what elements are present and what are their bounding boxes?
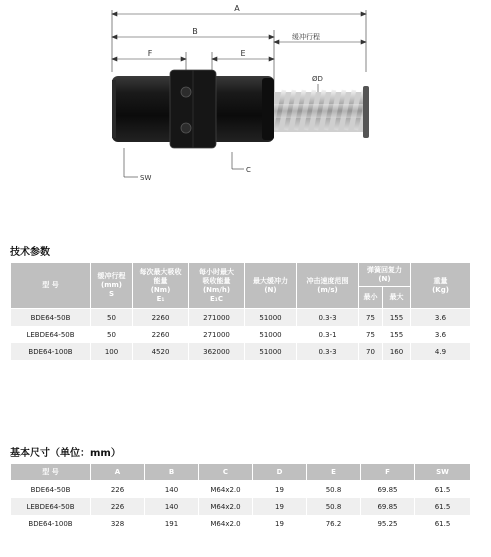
cell-model: BDE64-100B — [11, 343, 91, 360]
cell-model: BDE64-50B — [11, 309, 91, 327]
cell-stroke: 100 — [91, 343, 133, 360]
col-weight: 重量 (Kg) — [411, 263, 471, 309]
cell-c: M64x2.0 — [199, 481, 253, 499]
cell-f: 95.25 — [361, 515, 415, 532]
cell-a: 226 — [91, 481, 145, 499]
table-row — [11, 326, 471, 343]
dims-title: 基本尺寸（单位：mm） — [10, 448, 121, 459]
col-energy-cycle: 每次最大吸收 能量 (Nm) E₁ — [133, 263, 189, 309]
c-label: C — [246, 166, 251, 174]
col-model: 型 号 — [11, 464, 91, 481]
cell-stroke: 50 — [91, 309, 133, 327]
cell-model: LEBDE64-50B — [11, 326, 91, 343]
cell-d: 19 — [253, 498, 307, 515]
col-energy-hour: 每小时最大 吸收能量 (Nm/h) E₁C — [189, 263, 245, 309]
table-row — [11, 515, 471, 532]
cell-speed: 0.3-3 — [297, 309, 359, 327]
cell-weight: 4.9 — [411, 343, 471, 360]
cell-spring-max: 155 — [383, 309, 411, 327]
cell-e: 50.8 — [307, 481, 361, 499]
cell-c: M64x2.0 — [199, 515, 253, 532]
dim-f-label: F — [147, 49, 153, 58]
col-sw: SW — [415, 464, 471, 481]
cell-speed: 0.3-1 — [297, 326, 359, 343]
col-spring-max: 最大 — [383, 287, 411, 309]
stroke-label: 缓冲行程 — [292, 33, 320, 41]
cell-energy-cycle: 4520 — [133, 343, 189, 360]
cell-d: 19 — [253, 515, 307, 532]
tech-table — [10, 262, 471, 360]
cell-spring-min: 75 — [359, 326, 383, 343]
cell-sw: 61.5 — [415, 498, 471, 515]
col-stroke: 缓冲行程 (mm) S — [91, 263, 133, 309]
col-speed: 冲击速度范围 (m/s) — [297, 263, 359, 309]
cell-sw: 61.5 — [415, 515, 471, 532]
col-b: B — [145, 464, 199, 481]
col-f: F — [361, 464, 415, 481]
diameter-label: ØD — [312, 75, 323, 83]
cell-sw: 61.5 — [415, 481, 471, 499]
cell-model: BDE64-50B — [11, 481, 91, 499]
cell-energy-cycle: 2260 — [133, 326, 189, 343]
col-spring: 弹簧回复力 (N) — [359, 263, 411, 287]
table-row — [11, 343, 471, 360]
dim-a-label: A — [234, 4, 240, 13]
table-row — [11, 498, 471, 515]
cell-spring-min: 75 — [359, 309, 383, 327]
dim-e-label: E — [240, 49, 246, 58]
col-c: C — [199, 464, 253, 481]
cell-spring-max: 155 — [383, 326, 411, 343]
cell-b: 140 — [145, 498, 199, 515]
col-model: 型 号 — [11, 263, 91, 309]
col-d: D — [253, 464, 307, 481]
cell-energy-hour: 271000 — [189, 309, 245, 327]
spring — [272, 86, 369, 138]
cell-a: 328 — [91, 515, 145, 532]
cylinder-body — [112, 70, 274, 148]
cell-force: 51000 — [245, 326, 297, 343]
cell-energy-hour: 271000 — [189, 326, 245, 343]
cell-energy-cycle: 2260 — [133, 309, 189, 327]
cell-d: 19 — [253, 481, 307, 499]
cell-f: 69.85 — [361, 481, 415, 499]
tech-title: 技术参数 — [10, 247, 50, 258]
dim-b-label: B — [192, 27, 198, 36]
cell-model: BDE64-100B — [11, 515, 91, 532]
sw-label: SW — [140, 174, 152, 182]
cell-force: 51000 — [245, 309, 297, 327]
cell-f: 69.85 — [361, 498, 415, 515]
cell-b: 191 — [145, 515, 199, 532]
dims-table — [10, 463, 471, 532]
cell-stroke: 50 — [91, 326, 133, 343]
col-a: A — [91, 464, 145, 481]
col-spring-min: 最小 — [359, 287, 383, 309]
cell-weight: 3.6 — [411, 326, 471, 343]
cell-c: M64x2.0 — [199, 498, 253, 515]
cell-speed: 0.3-3 — [297, 343, 359, 360]
cell-spring-max: 160 — [383, 343, 411, 360]
cell-e: 76.2 — [307, 515, 361, 532]
cell-spring-min: 70 — [359, 343, 383, 360]
table-row — [11, 309, 471, 327]
table-row — [11, 481, 471, 499]
cell-weight: 3.6 — [411, 309, 471, 327]
cell-force: 51000 — [245, 343, 297, 360]
cell-a: 226 — [91, 498, 145, 515]
cell-model: LEBDE64-50B — [11, 498, 91, 515]
col-e: E — [307, 464, 361, 481]
cell-energy-hour: 362000 — [189, 343, 245, 360]
shock-absorber-drawing — [0, 0, 491, 240]
cell-e: 50.8 — [307, 498, 361, 515]
col-force: 最大缓冲力 (N) — [245, 263, 297, 309]
cell-b: 140 — [145, 481, 199, 499]
